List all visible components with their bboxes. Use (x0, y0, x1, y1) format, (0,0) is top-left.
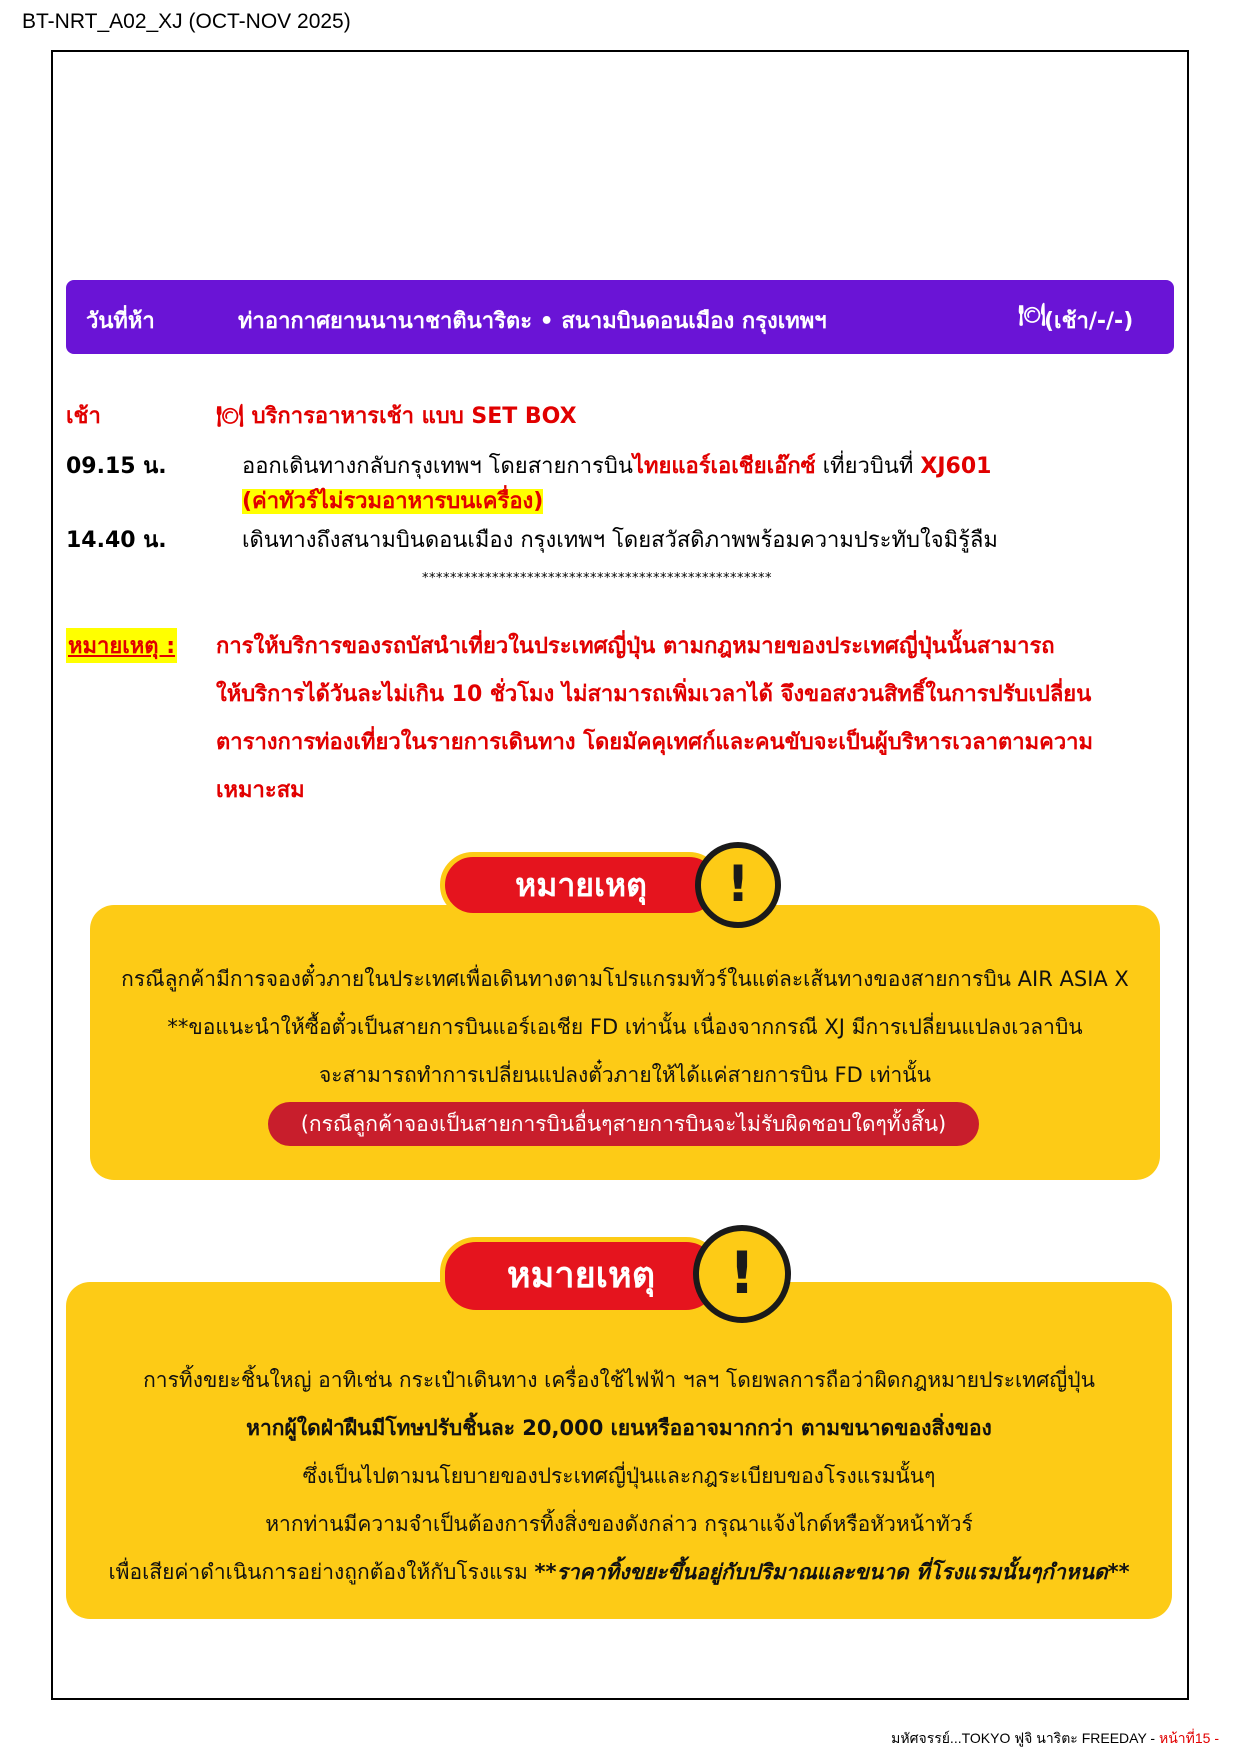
day-header-band (66, 280, 1174, 354)
arrival-text: เดินทางถึงสนามบินดอนเมือง กรุงเทพฯ โดยสวัสดิภาพพร้อมความประทับใจมิรู้ลืม (242, 528, 998, 553)
departure-text-a: ออกเดินทางกลับกรุงเทพฯ โดยสายการบิน (242, 454, 633, 479)
remark-label: หมายเหตุ : (66, 628, 177, 663)
remark-line-3: ตารางการท่องเที่ยวในรายการเดินทาง โดยมัคคุเทศก์และคนขับจะเป็นผู้บริหารเวลาตามความ (216, 730, 1094, 755)
document-code: BT-NRT_A02_XJ (OCT-NOV 2025) (22, 10, 351, 33)
notice-card-2 (66, 1282, 1172, 1619)
notice1-line-3: จะสามารถทำการเปลี่ยนแปลงตั๋วภายให้ได้แค่สายการบิน FD เท่านั้น (318, 1063, 932, 1087)
notice2-line-5a: เพื่อเสียค่าดำเนินการอย่างถูกต้องให้กับโรงแรม (108, 1560, 535, 1584)
day-route: ท่าอากาศยานนานาชาตินาริตะ • สนามบินดอนเมือง กรุงเทพฯ (238, 309, 827, 334)
notice1-warning: (กรณีลูกค้าจองเป็นสายการบินอื่นๆสายการบินจะไม่รับผิดชอบใดๆทั้งสิ้น) (268, 1102, 979, 1146)
remark-line-2: ให้บริการได้วันละไม่เกิน 10 ชั่วโมง ไม่สามารถเพิ่มเวลาได้ จึงขอสงวนสิทธิ์ในการปรับเปลี่ยน (216, 682, 1092, 707)
departure-time: 09.15 น. (66, 454, 167, 479)
airline-name: ไทยแอร์เอเชียเอ๊กซ์ (632, 454, 816, 479)
notice2-line-1: การทิ้งขยะชิ้นใหญ่ อาทิเช่น กระเป๋าเดินทาง เครื่องใช้ไฟฟ้า ฯลฯ โดยพลการถือว่าผิดกฎหมายประเทศญี่ปุ่น (143, 1368, 1095, 1392)
page-footer (891, 1728, 1219, 1750)
day-meals: (เช้า/-/-) (1044, 309, 1134, 334)
breakfast-row (216, 398, 577, 433)
breakfast-time: เช้า (66, 404, 101, 429)
notice2-line-3: ซึ่งเป็นไปตามนโยบายของประเทศญี่ปุ่นและกฎระเบียบของโรงแรมนั้นๆ (302, 1464, 936, 1488)
notice1-line-1: กรณีลูกค้ามีการจองตั๋วภายในประเทศเพื่อเดินทางตามโปรแกรมทัวร์ในแต่ละเส้นทางของสายการบิน AIR ASIA X (121, 967, 1129, 991)
footer-text: มหัศจรรย์...TOKYO ฟูจิ นาริตะ FREEDAY - (891, 1730, 1159, 1746)
flight-number: XJ601 (920, 454, 992, 479)
notice2-line-5b: **ราคาทิ้งขยะขึ้นอยู่กับปริมาณและขนาด ที่โรงแรมนั้นๆกำหนด** (534, 1560, 1130, 1584)
notice1-title: หมายเหตุ (440, 852, 722, 918)
day-label: วันที่ห้า (86, 309, 155, 334)
departure-text-b: เที่ยวบินที่ (815, 454, 921, 479)
meal-note: (ค่าทัวร์ไม่รวมอาหารบนเครื่อง) (242, 489, 544, 514)
remark-line-4: เหมาะสม (216, 778, 305, 803)
arrival-time: 14.40 น. (66, 528, 167, 553)
notice2-line-4: หากท่านมีความจำเป็นต้องการทิ้งสิ่งของดังกล่าว กรุณาแจ้งไกด์หรือหัวหน้าทัวร์ (265, 1512, 973, 1536)
meal-icon: 🍽 (1018, 303, 1046, 328)
notice2-exclamation-icon: ! (693, 1225, 791, 1323)
page-number: หน้าที่15 - (1158, 1730, 1219, 1746)
notice2-line-2: หากผู้ใดฝ่าฝืนมีโทษปรับชิ้นละ 20,000 เยนหรืออาจมากกว่า ตามขนาดของสิ่งของ (246, 1416, 992, 1440)
remark-line-1: การให้บริการของรถบัสนำเที่ยวในประเทศญี่ปุ่น ตามกฎหมายของประเทศญี่ปุ่นนั้นสามารถ (216, 634, 1055, 659)
breakfast-icon: 🍽 (216, 404, 244, 429)
departure-text (242, 448, 991, 483)
breakfast-text: บริการอาหารเช้า แบบ SET BOX (251, 404, 577, 429)
notice1-exclamation-icon: ! (695, 842, 781, 928)
notice1-line-2: **ขอแนะนำให้ซื้อตั๋วเป็นสายการบินแอร์เอเชีย FD เท่านั้น เนื่องจากกรณี XJ มีการเปลี่ยนแปลงเวลาบิน (167, 1015, 1083, 1039)
divider-stars: ************************************************** (422, 571, 772, 586)
notice2-line-5 (66, 1556, 1172, 1589)
meal-note-row (242, 483, 543, 518)
notice2-title: หมายเหตุ (440, 1237, 722, 1315)
